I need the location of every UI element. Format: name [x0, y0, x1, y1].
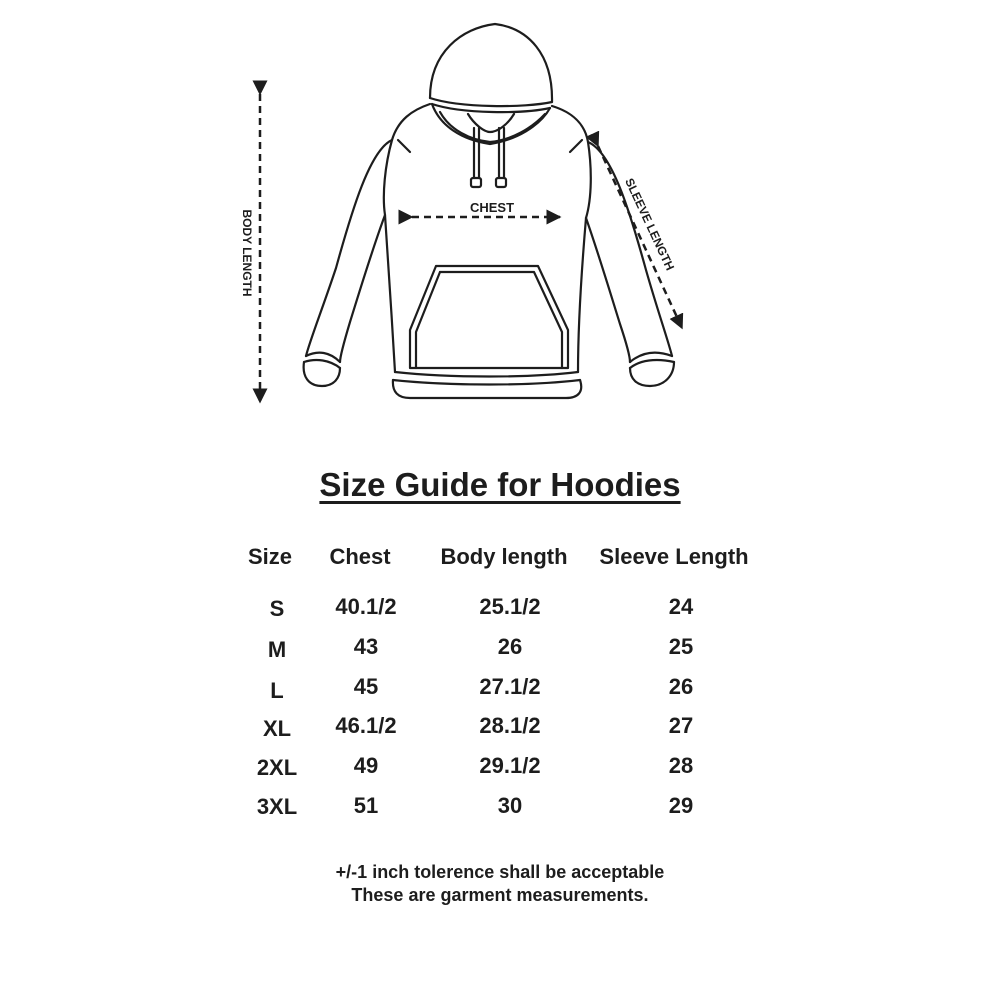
- column-header-sleeve-length: Sleeve Length: [599, 544, 749, 569]
- table-cell-size: S: [269, 596, 285, 621]
- table-cell-chest: 40.1/2: [335, 594, 397, 619]
- table-cell-body-length: 30: [497, 793, 523, 818]
- table-cell-sleeve-length: 28: [668, 753, 694, 778]
- table-cell-chest: 51: [353, 793, 379, 818]
- table-cell-body-length: 28.1/2: [479, 713, 541, 738]
- table-cell-sleeve-length: 27: [668, 713, 694, 738]
- table-cell-body-length: 25.1/2: [479, 594, 541, 619]
- page-title: Size Guide for Hoodies: [319, 466, 681, 503]
- table-cell-body-length: 26: [497, 634, 523, 659]
- column-header-body-length: Body length: [440, 544, 568, 569]
- table-cell-size: M: [267, 637, 287, 662]
- table-cell-chest: 49: [353, 753, 379, 778]
- garment-measurement-note: These are garment measurements.: [351, 885, 649, 905]
- table-cell-sleeve-length: 24: [668, 594, 694, 619]
- sleeve-length-measure-arrow: [598, 146, 682, 328]
- sleeve-length-label: SLEEVE LENGTH: [622, 176, 678, 273]
- table-cell-sleeve-length: 29: [668, 793, 694, 818]
- table-cell-body-length: 29.1/2: [479, 753, 541, 778]
- tolerance-note: +/-1 inch tolerence shall be acceptable: [335, 862, 665, 882]
- table-cell-size: 3XL: [256, 794, 298, 819]
- table-cell-size: XL: [262, 716, 292, 741]
- table-cell-chest: 43: [353, 634, 379, 659]
- footnotes: [0, 861, 1000, 907]
- table-cell-size: L: [270, 678, 284, 703]
- table-cell-size: 2XL: [256, 755, 298, 780]
- table-cell-chest: 45: [353, 674, 379, 699]
- table-cell-body-length: 27.1/2: [479, 674, 541, 699]
- table-cell-chest: 46.1/2: [335, 713, 397, 738]
- table-cell-sleeve-length: 26: [668, 674, 694, 699]
- column-header-size: Size: [247, 544, 293, 569]
- table-cell-sleeve-length: 25: [668, 634, 694, 659]
- column-header-chest: Chest: [329, 544, 391, 569]
- body-length-label: BODY LENGTH: [240, 209, 254, 297]
- hoodie-diagram: [0, 0, 1000, 440]
- body-length-measure-arrow: [240, 94, 260, 402]
- chest-measure-arrow: [412, 200, 560, 217]
- chest-label: CHEST: [469, 200, 515, 215]
